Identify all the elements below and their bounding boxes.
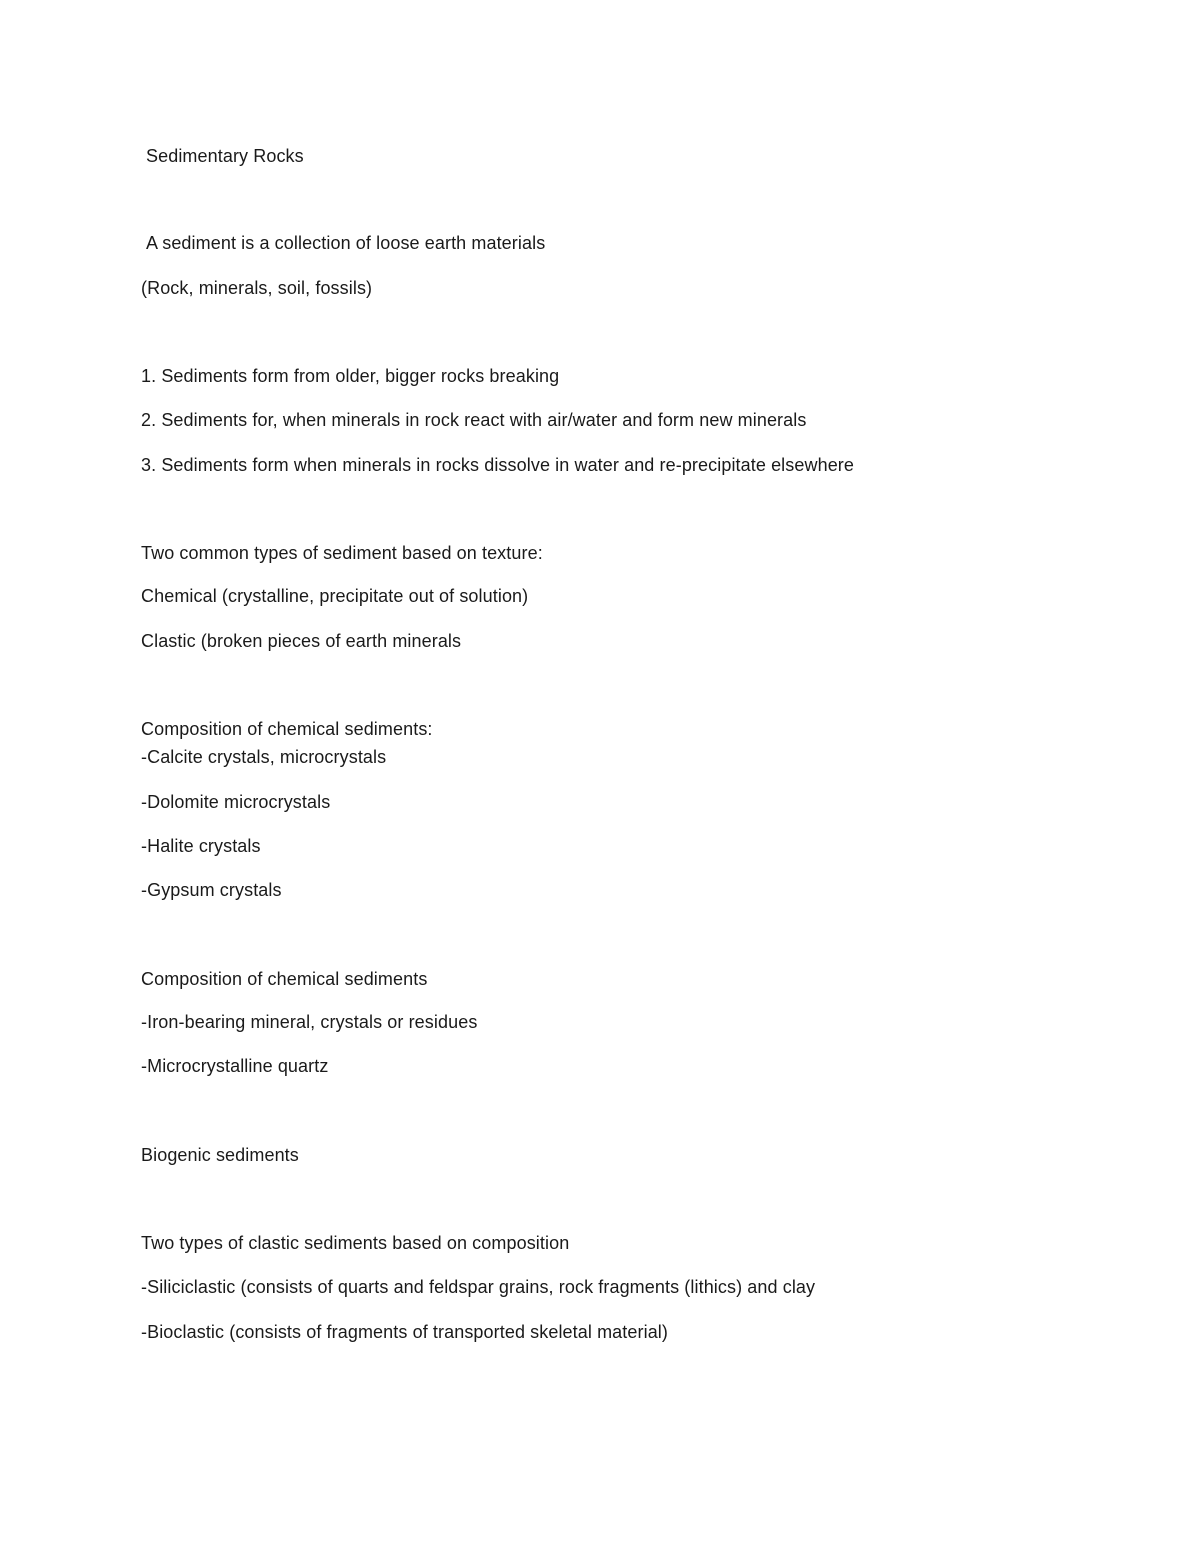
clastic-composition-item: -Siliciclastic (consists of quarts and feldspar grains, rock fragments (lithics) and clay [141, 1277, 816, 1297]
chemical-composition-item: -Gypsum crystals [141, 880, 282, 900]
chemical-composition-item: -Dolomite microcrystals [141, 792, 331, 812]
texture-item: Chemical (crystalline, precipitate out of solution) [141, 586, 529, 606]
texture-heading: Two common types of sediment based on texture: [141, 543, 543, 563]
formation-item: 3. Sediments form when minerals in rocks dissolve in water and re-precipitate elsewhere [141, 455, 855, 475]
biogenic-heading: Biogenic sediments [141, 1145, 299, 1165]
chemical-composition-heading-2: Composition of chemical sediments [141, 969, 428, 989]
chemical-composition-heading: Composition of chemical sediments: [141, 719, 433, 739]
formation-item: 2. Sediments for, when minerals in rock react with air/water and form new minerals [141, 410, 807, 430]
clastic-composition-item: -Bioclastic (consists of fragments of transported skeletal material) [141, 1322, 668, 1342]
document-title: Sedimentary Rocks [146, 146, 304, 166]
chemical-composition-item: -Halite crystals [141, 836, 261, 856]
clastic-composition-heading: Two types of clastic sediments based on composition [141, 1233, 570, 1253]
chemical-composition-item: -Calcite crystals, microcrystals [141, 747, 387, 767]
texture-item: Clastic (broken pieces of earth minerals [141, 631, 462, 651]
definition-examples: (Rock, minerals, soil, fossils) [141, 278, 373, 298]
chemical-composition-item-2: -Microcrystalline quartz [141, 1056, 329, 1076]
chemical-composition-item-2: -Iron-bearing mineral, crystals or residues [141, 1012, 478, 1032]
formation-item: 1. Sediments form from older, bigger rocks breaking [141, 366, 560, 386]
definition-sentence: A sediment is a collection of loose earth materials [146, 233, 546, 253]
